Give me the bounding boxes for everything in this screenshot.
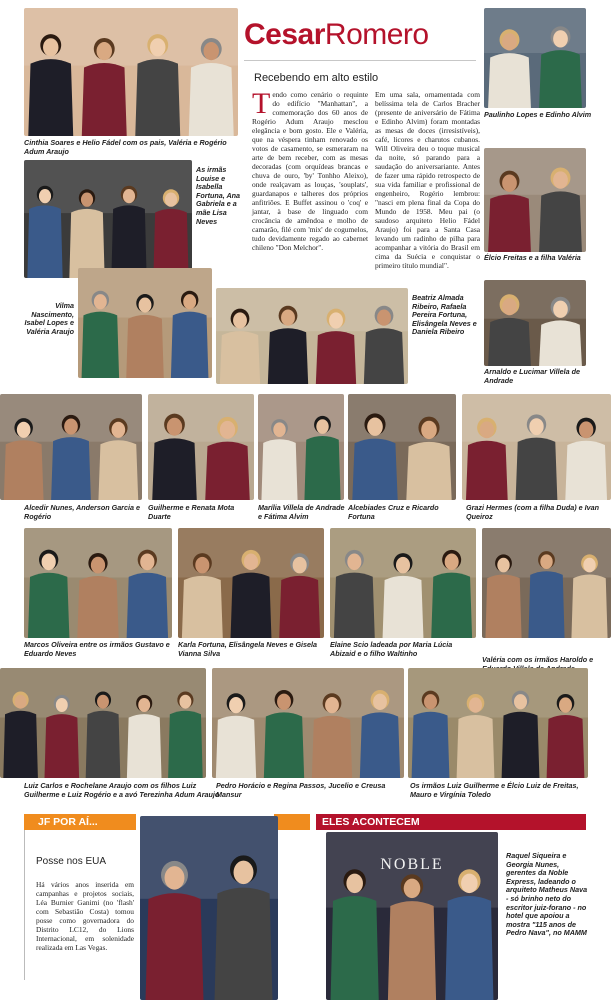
photo-image [78,268,212,378]
person-body [3,711,38,778]
person-body [28,573,69,638]
person-face [373,694,387,710]
photo-image [148,394,254,500]
person-body [304,436,340,500]
person-body [571,575,607,638]
person-body [127,714,162,778]
person-body [488,53,531,108]
person-body [488,318,531,366]
photo-image [212,668,404,778]
person-body [388,901,436,1000]
person-body [316,331,356,384]
person-face [94,294,107,309]
masthead [244,18,480,52]
person-body [466,441,508,500]
caption-elcio-valeria: Élcio Freitas e a filha Valéria [484,253,581,262]
person-face [139,297,152,312]
photo-guilherme-renata [148,394,254,500]
person-face [404,879,421,898]
person-body [488,194,531,252]
photo-pedro-horacio-group [212,668,404,778]
photo-image [484,280,586,366]
person-face [97,42,112,60]
person-body [82,312,120,378]
person-body [51,437,91,500]
photo-lea-sebastiao [140,816,278,1000]
person-body [539,191,582,252]
person-body [216,716,256,778]
person-body [189,63,234,136]
person-body [77,576,118,638]
photo-image [484,148,586,252]
person-face [15,695,27,709]
person-face [316,419,328,434]
caption-irmaos-freitas-toledo: Os irmãos Luiz Guilherme e Élcio Luiz de Freitas, Mauro e Virgínia Toledo [410,781,579,799]
person-face [329,312,343,328]
person-face [64,419,78,435]
photo-paulinho-edinho [484,8,586,108]
person-face [43,38,58,56]
person-body [412,712,450,778]
person-face [281,309,295,325]
article-col1-text: endo como cenário o requinte do edifício "Manhattan", a comemoração dos 60 anos de Rogério Adum Araujo mesclou elegância e bom gosto. Ele e Valéria, que na véspera tinham renovado os votos de casamento, se esmeraram na arte de bem receber, com as mesas decoradas (com orquídeas brancas e chuva de ouro, 'by' Tonhho Aleixo), onde realçavam as louças, 'souplats', guardanapos e talheres dos próprios anfitriões. E Buffet assinou o 'coq' e jantar, à base de linguado com crocância de amêndoa e molho de camarão, filé com 'mix' de cogumelos, tudo devidamente regado ao cabernet chileno "Don Melchor". [252,90,368,252]
photo-image [462,394,611,500]
caption-marilia-fatima: Marília Villela de Andrade e Fátima Alvim [258,503,345,521]
person-face [559,697,572,712]
eles-title: ELES ACONTECEM [322,816,420,828]
caption-marcos-group: Marcos Oliveira entre os irmãos Gustavo e Eduardo Neves [24,640,170,658]
person-face [553,301,568,318]
person-face [502,33,517,50]
person-face [81,193,93,207]
person-body [171,312,209,378]
person-body [539,50,582,108]
person-body [312,716,352,778]
photo-vilma-isabel-valeria [78,268,212,378]
photo-image [482,528,611,638]
person-body [126,315,164,378]
person-face [514,694,527,709]
caption-karla-group: Karla Fortuna, Elisângela Neves e Gisela Vianna Silva [178,640,318,658]
photo-image [348,394,456,500]
person-body [547,715,585,778]
article-col1 [252,87,368,282]
person-body [261,439,297,500]
person-body [182,576,223,638]
caption-alcedir-group: Alcedir Nunes, Anderson Garcia e Rogério [24,503,140,521]
person-face [424,694,437,709]
person-body [406,442,451,500]
person-face [579,421,593,438]
person-face [529,418,543,435]
person-body [364,328,404,384]
photo-grazi-ivan [462,394,611,500]
person-face [195,557,209,574]
caption-alcebiades-ricardo: Alcebiades Cruz e Ricardo Fortuna [348,503,439,521]
person-face [123,189,135,203]
person-body [4,440,44,500]
person-face [277,694,291,710]
caption-luiz-carlos-family: Luiz Carlos e Rochelane Araujo com os filhos Luiz Guilherme e Luiz Rogério e a avó Terezinha Adum Araujo [24,781,220,799]
person-face [150,38,165,56]
person-face [347,554,361,571]
person-face [167,418,182,436]
photo-karla-group [178,528,324,638]
person-body [516,438,558,500]
person-face [138,698,150,712]
article-col2: Em uma sala, ornamentada com belíssima tela de Carlos Bracher (presente de aniversário de Fátima e Edinho Alvim) foram montadas as mesas de doces (irresistíveis), café, licores e charutos cubanos. Will Oliveira deu o toque musical da noite, só parando para a saudação do aniversariante. Antes de fazer uma rápido retrospecto de sua vida familiar e profissional de engenheiro, Rogério lembrou: "nasci em plena final da Copa do Mundo de 1958. Meu pai (o saudoso arquiteto Helio Fádel Araujo) foi para a Santa Casa levando um radinho de pilha para acompanhar a vitória do Brasil em cima da Suécia e conquistar o primeiro título mundial". [375,90,480,270]
person-face [461,874,478,893]
person-face [183,294,196,309]
photo-image [24,528,172,638]
person-face [445,554,459,571]
person-body [268,328,308,384]
caption-pedro-horacio-group: Pedro Horácio e Regina Passos, Jucelio e Creusa Mansur [216,781,386,799]
person-body [334,573,375,638]
photo-alcedir-group [0,394,142,500]
photo-beatriz-group [216,288,408,384]
person-body [264,712,304,778]
photo-arnaldo-lucimar [484,280,586,366]
person-face [165,866,185,889]
person-body [431,573,472,638]
person-face [367,418,383,436]
person-body [205,442,250,500]
person-face [233,312,247,328]
jf-title: JF POR AÍ... [38,816,98,828]
person-face [421,421,437,439]
person-face [325,697,339,713]
person-body [383,576,424,638]
photo-image [216,288,408,384]
caption-guilherme-renata: Guilherme e Renata Mota Duarte [148,503,235,521]
caption-valeria-irmaos: Valéria com os irmãos Haroldo e [482,655,594,664]
person-body [528,571,564,638]
photo-elaine-group [330,528,476,638]
photo-luiz-carlos-family [0,668,206,778]
person-face [497,558,509,573]
person-face [502,298,517,315]
person-body [485,575,521,638]
person-body [146,893,204,1000]
person-body [27,205,62,278]
person-body [539,320,582,366]
article-headline: Recebendo em alto estilo [254,72,379,84]
person-body [86,711,121,778]
photo-irmaos-freitas-toledo [408,668,588,778]
person-face [179,695,191,709]
person-face [17,422,31,438]
person-face [39,189,51,203]
photo-elcio-valeria [484,148,586,252]
person-body [360,712,400,778]
person-face [204,42,219,60]
person-body [445,896,493,1000]
caption-arnaldo-lucimar: Arnaldo e Lucimar Villela de Andrade [484,367,580,385]
person-face [91,557,105,574]
person-face [502,175,517,192]
jf-band-right [274,814,310,830]
person-body [44,714,79,778]
person-body [352,439,397,500]
caption-elaine-group: Elaine Scio ladeada por Maria Lúcia Abizaid e o filho Waltinho [330,640,453,658]
masthead-rule [244,60,476,61]
person-body [565,441,607,500]
person-body [127,573,168,638]
person-face [469,697,482,712]
photo-family-group [24,8,238,136]
photo-image [408,668,588,778]
person-face [56,698,68,712]
person-face [396,557,410,574]
eles-caption: Raquel Siqueira e Georgia Nunes, gerentes da Noble Express, ladeando o arquiteto Matheus Nava - só brinho neto do escritor juiz-forano - no hotel que apoiou a mostra "115 anos de Pedro Nava", no MAMM [506,851,588,938]
photo-image [0,394,142,500]
person-face [553,30,568,47]
person-body [220,331,260,384]
person-body [82,63,127,136]
person-face [234,861,254,884]
person-body [28,59,73,136]
caption-vilma-isabel-valeria: Vilma Nascimento, Isabel Lopes e Valéria Araujo [24,301,74,336]
person-face [480,421,494,438]
photo-marilia-fatima [258,394,344,500]
caption-sisters: As irmãs Louise e Isabella Fortuna, Ana Gabriela e a mãe Lisa Neves [196,165,241,226]
photo-alcebiades-ricardo [348,394,456,500]
photo-image [140,816,278,1000]
person-body [152,438,197,500]
person-body [457,715,495,778]
person-body [215,888,273,1000]
caption-beatriz-group: Beatriz Almada Ribeiro, Rafaela Pereira Fortuna, Elisângela Neves e Daniela Ribeiro [412,293,477,337]
person-face [293,557,307,574]
photo-image [24,8,238,136]
person-face [540,554,552,569]
photo-image [178,528,324,638]
person-body [331,896,379,1000]
person-face [229,697,243,713]
person-face [244,554,258,571]
person-face [111,422,125,438]
person-face [220,421,235,439]
person-body [135,59,180,136]
photo-marcos-group [24,528,172,638]
person-face [165,193,177,207]
person-face [553,171,568,188]
jf-body: Há vários anos inserida em campanhas e projetos sociais, Léa Burnier Ganimi (no 'flash' com Sebastião Costa) tomou posse como governadora do Distrito LC12, do Lions Internacional, em solenidade realizada em Las Vegas. [36,880,134,952]
person-face [377,309,391,325]
person-body [168,711,203,778]
person-body [98,440,138,500]
photo-image [484,8,586,108]
masthead-first: Cesar [244,18,325,51]
person-face [273,422,285,437]
photo-image [24,160,192,278]
caption-paulinho-edinho: Paulinho Lopes e Edinho Alvim [484,110,592,119]
caption-family-group: Cinthia Soares e Helio Fádel com os pais, Valéria e Rogério Adum Araujo [24,138,227,156]
noble-sign: NOBLE [380,856,444,873]
masthead-last: Romero [324,18,429,51]
person-body [502,712,540,778]
person-face [42,553,56,570]
person-face [140,553,154,570]
person-face [583,558,595,573]
photo-image [0,668,206,778]
person-face [346,874,363,893]
caption-grazi-ivan: Grazi Hermes (com a filha Duda) e Ivan Queiroz [466,503,600,521]
drop-cap: T [252,87,271,120]
photo-image [258,394,344,500]
jf-headline: Posse nos EUA [36,856,107,867]
photo-valeria-irmaos [482,528,611,638]
photo-sisters [24,160,192,278]
person-body [279,576,320,638]
person-body [231,573,272,638]
photo-image [330,528,476,638]
person-face [97,695,109,709]
